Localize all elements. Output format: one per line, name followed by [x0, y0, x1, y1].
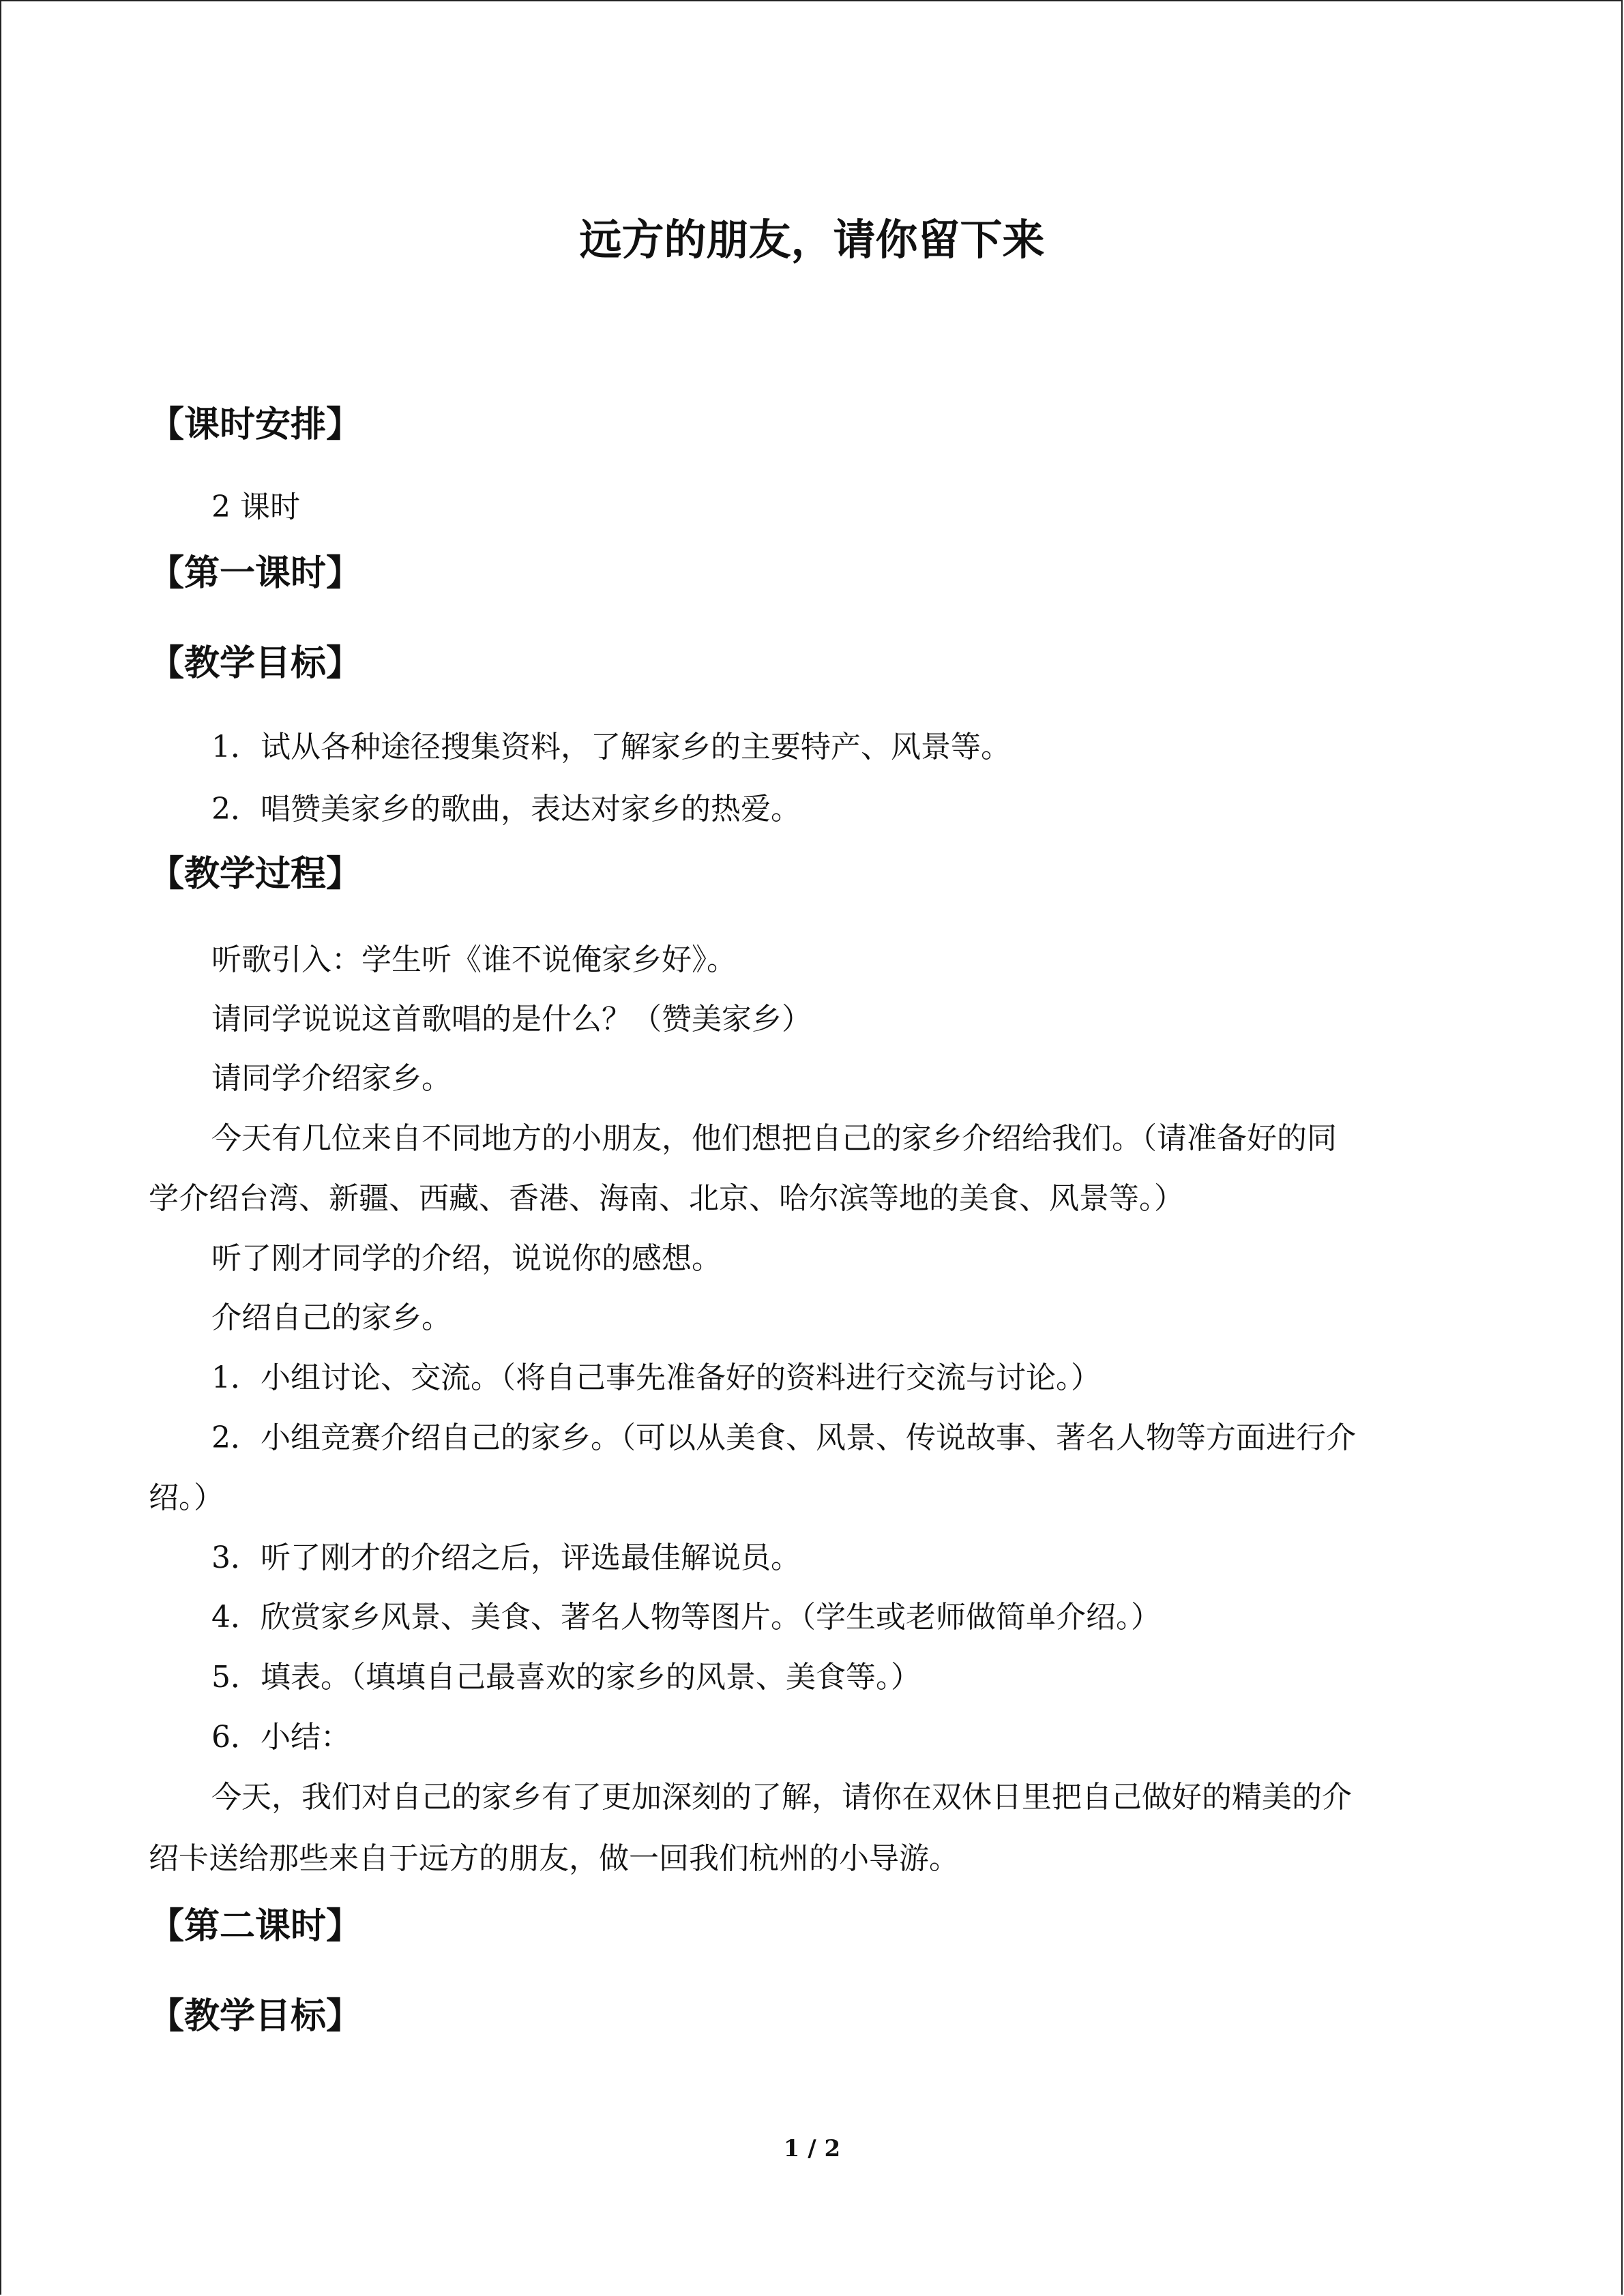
heading-goals-2: 【教学目标】 [149, 1996, 362, 2037]
process-step-3: 3．听了刚才的介绍之后，评选最佳解说员。 [211, 1540, 801, 1575]
process-paragraph: 请同学介绍家乡。 [211, 1061, 452, 1096]
process-paragraph: 听了刚才同学的介绍，说说你的感想。 [211, 1241, 722, 1276]
process-step-6: 6．小结： [211, 1720, 351, 1755]
process-step-4: 4．欣赏家乡风景、美食、著名人物等图片。（学生或老师做简单介绍。） [211, 1600, 1161, 1635]
summary-paragraph: 今天，我们对自己的家乡有了更加深刻的了解，请你在双休日里把自己做好的精美的介 [211, 1780, 1352, 1815]
schedule-text: 2 课时 [211, 490, 300, 524]
document-title: 远方的朋友，请你留下来 [579, 215, 1045, 265]
process-step-1: 1．小组讨论、交流。（将自己事先准备好的资料进行交流与讨论。） [211, 1360, 1101, 1395]
process-paragraph-continuation: 学介绍台湾、新疆、西藏、香港、海南、北京、哈尔滨等地的美食、风景等。） [149, 1181, 1184, 1216]
heading-lesson-2: 【第二课时】 [149, 1906, 362, 1947]
heading-process-1: 【教学过程】 [149, 854, 362, 895]
process-paragraph: 请同学说说这首歌唱的是什么？（赞美家乡） [211, 1002, 812, 1037]
process-paragraph: 介绍自己的家乡。 [211, 1300, 452, 1335]
heading-lesson-1: 【第一课时】 [149, 553, 362, 594]
goal-item-1: 1．试从各种途径搜集资料，了解家乡的主要特产、风景等。 [211, 730, 1011, 764]
process-step-2-continuation: 绍。） [149, 1480, 224, 1515]
process-step-2: 2．小组竞赛介绍自己的家乡。（可以从美食、风景、传说故事、著名人物等方面进行介 [211, 1420, 1356, 1455]
process-paragraph: 今天有几位来自不同地方的小朋友，他们想把自己的家乡介绍给我们。（请准备好的同 [211, 1121, 1337, 1156]
heading-schedule: 【课时安排】 [149, 404, 362, 445]
process-step-5: 5．填表。（填填自己最喜欢的家乡的风景、美食等。） [211, 1660, 921, 1695]
summary-paragraph-continuation: 绍卡送给那些来自于远方的朋友，做一回我们杭州的小导游。 [149, 1841, 959, 1876]
goal-item-2: 2．唱赞美家乡的歌曲，表达对家乡的热爱。 [211, 792, 801, 826]
heading-goals-1: 【教学目标】 [149, 643, 362, 684]
process-paragraph: 听歌引入：学生听《谁不说俺家乡好》。 [211, 942, 737, 977]
page-number: 1 / 2 [783, 2135, 841, 2162]
